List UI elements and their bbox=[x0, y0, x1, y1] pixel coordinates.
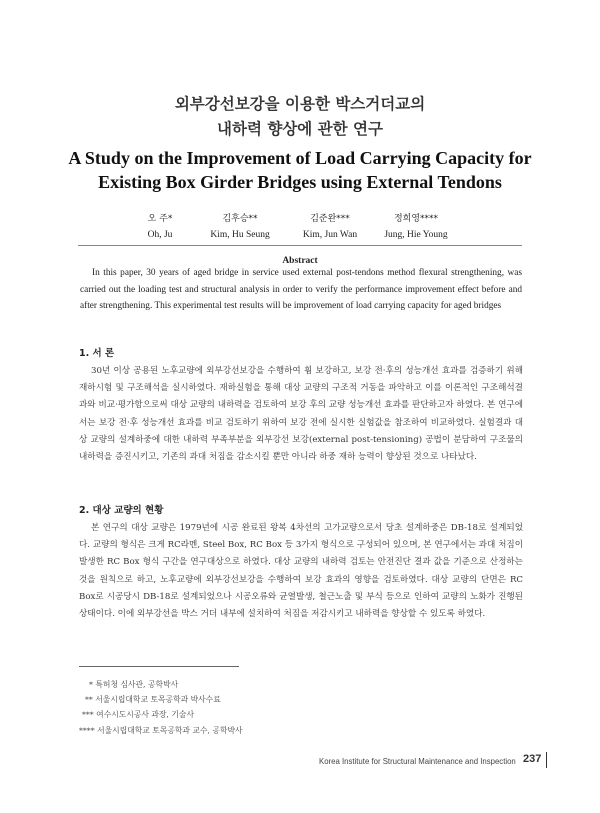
footnote-1: * 특허청 심사관, 공학박사 bbox=[89, 680, 179, 689]
author-2-english-name: Kim, Hu Seung bbox=[210, 230, 270, 240]
english-title-line-2: Existing Box Girder Bridges using External Tendons bbox=[98, 172, 502, 192]
author-2-korean-name: 김후승** bbox=[222, 214, 258, 224]
author-3-korean-name: 김준완*** bbox=[310, 214, 350, 224]
abstract-text: In this paper, 30 years of aged bridge in service used external post-tendons method flexural strengthening, was carried out the loading test and structural analysis in order to verify the performance improvement effect before and after strengthening. This experimental test results will be improvement of load carrying capacity for aged bridges bbox=[80, 268, 522, 311]
author-4 bbox=[356, 211, 476, 240]
author-3-english-name: Kim, Jun Wan bbox=[302, 230, 358, 240]
page-number: 237 bbox=[523, 753, 542, 765]
author-1-korean-name: 오 주* bbox=[147, 214, 173, 224]
footnotes bbox=[79, 677, 243, 738]
page-number-bar bbox=[546, 752, 547, 768]
korean-title-line-2: 내하력 향상에 관한 연구 bbox=[217, 120, 383, 138]
header-divider bbox=[78, 245, 522, 246]
footer-organization: Korea Institute for Structural Maintenance and Inspection bbox=[319, 757, 516, 766]
section-2-text: 본 연구의 대상 교량은 1979년에 시공 완료된 왕복 4차선의 고가교량으로서 당초 설계하중은 DB-18로 설계되었다. 교량의 형식은 크게 RC라멘, Steel Box, RC Box 등 3가지 형식으로 구성되어 있으며, 본 연구에서는 과대 처짐이 발생한 RC Box 형식 구간을 연구대상으로 하였다. 대상 교량의 내하력 검토는 안전진단 결과 값을 기준으로 산정하는 것을 원칙으로 하고, 노후교량에 외부강선보강을 수행하여 보강 효과의 영향을 검토하였다. 대상 교량의 단면은 RC Box로 시공당시 DB-18로 설계되었으나 시공오류와 균열발생, 철근노출 및 부식 등으로 인하여 교량의 노화가 진행된 상태이다. 이에 외부강선을 박스 거더 내부에 설치하여 처짐을 저감시키고 내하력을 향상할 수 있도록 하였다. bbox=[79, 523, 523, 620]
section-2-heading: 2. 대상 교량의 현황 bbox=[79, 505, 164, 516]
korean-title-line-1: 외부강선보강을 이용한 박스거더교의 bbox=[174, 95, 426, 113]
footnote-4: **** 서울시립대학교 토목공학과 교수, 공학박사 bbox=[79, 725, 243, 735]
author-4-korean-name: 정희영**** bbox=[393, 214, 439, 224]
author-1-english-name: Oh, Ju bbox=[147, 230, 173, 240]
english-title-line-1: A Study on the Improvement of Load Carrying Capacity for bbox=[68, 148, 532, 168]
footnote-3: *** 여수시도시공사 과장, 기술사 bbox=[82, 710, 194, 720]
author-4-english-name: Jung, Hie Young bbox=[384, 230, 448, 240]
footnote-divider bbox=[79, 666, 239, 667]
abstract-heading: Abstract bbox=[282, 256, 318, 266]
section-1-heading: 1. 서 론 bbox=[79, 348, 115, 359]
footnote-2: ** 서울시립대학교 토목공학과 박사수료 bbox=[85, 695, 221, 705]
section-1-text: 30년 이상 공용된 노후교량에 외부강선보강을 수행하여 휨 보강하고, 보강 전·후의 성능개선 효과를 검증하기 위해 재하시험 및 구조해석을 실시하였다. 재하실험을 통해 대상 교량의 구조적 거동을 파악하고 이를 이론적인 구조해석결과와 비교·평가함으로써 대상 교량의 내하력을 검토하여 보강 후의 교량 성능개선 효과를 판단하고자 하였다. 본 연구에서는 보강 전·후 성능개선 효과를 비교 검토하기 위하여 보강 전에 실시한 실험값을 참조하여 비교하였다. 실험결과 대상 교량의 설계하중에 대한 내하력 부족부분을 외부강선 보강(external post-tensioning) 공법이 분담하여 구조물의 내하력을 증진시키고, 기존의 과대 처짐을 감소시킬 뿐만 아니라 하중 재하 능력이 향상된 것으로 나타났다. bbox=[79, 366, 523, 463]
